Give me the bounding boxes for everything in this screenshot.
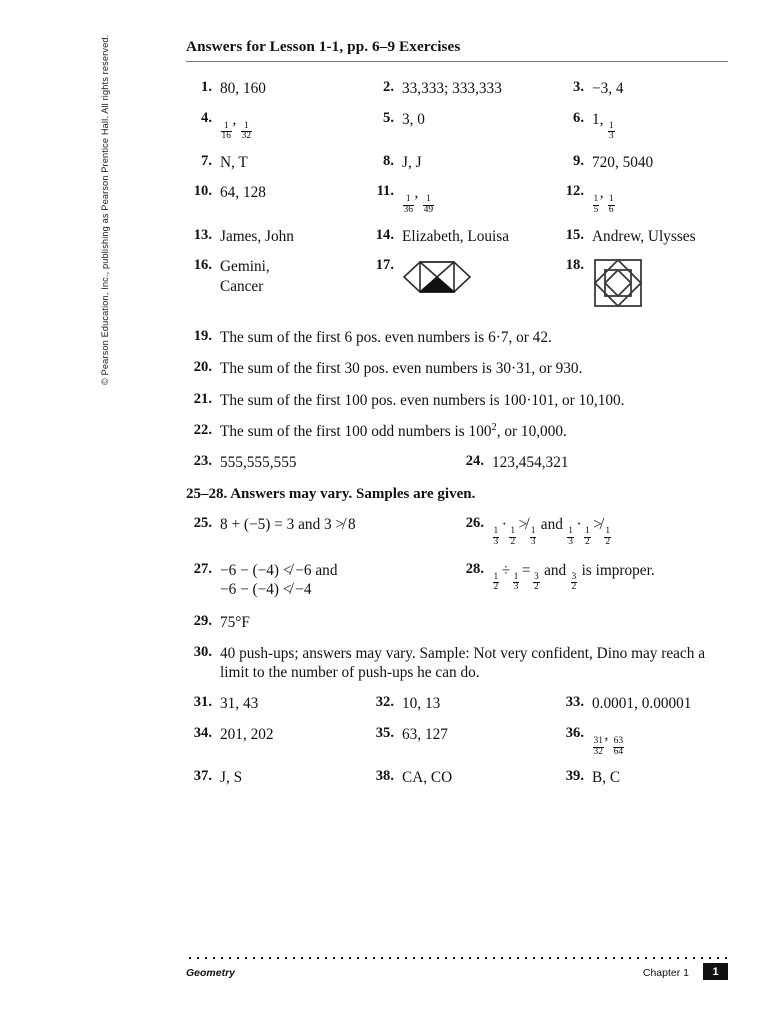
item-number: 34. <box>193 725 212 742</box>
answer-item-5 <box>368 110 558 142</box>
answer-item-22 <box>186 422 728 442</box>
item-answer: 555,555,555 <box>220 453 297 471</box>
footer-subject: Geometry <box>186 967 236 979</box>
item-number: 20. <box>193 359 212 376</box>
item-answer: The sum of the first 100 pos. even numbers is 100·101, or 10,100. <box>220 391 625 409</box>
item-answer: 64, 128 <box>220 184 266 202</box>
answer-item-39 <box>558 768 728 788</box>
item-answer: 63, 127 <box>402 726 448 744</box>
fraction <box>608 195 615 215</box>
item-answer: CA, CO <box>402 769 453 787</box>
answer-prefix: The sum of the first 100 odd numbers is 100 <box>220 422 492 440</box>
item-number: 21. <box>193 390 212 407</box>
item-number: 19. <box>193 328 212 345</box>
item-number: 3. <box>573 79 584 95</box>
numerator: 1 <box>425 194 431 205</box>
item-number: 11. <box>376 183 394 200</box>
fraction <box>593 195 600 215</box>
answer-item-28 <box>458 561 655 600</box>
denominator: 3 <box>608 131 614 142</box>
answer-row <box>186 183 728 215</box>
answer-item-21 <box>186 391 728 411</box>
fraction <box>513 573 520 593</box>
numerator: 1 <box>593 194 599 205</box>
numerator: 1 <box>405 194 411 205</box>
numerator: 1 <box>513 571 519 582</box>
item-number: 7. <box>201 152 212 169</box>
item-number: 13. <box>193 226 212 243</box>
separator: , <box>599 184 604 202</box>
denominator: 49 <box>423 205 434 216</box>
answer-item-23 <box>186 453 458 473</box>
multiply-operator: · <box>501 516 507 534</box>
denominator: 5 <box>593 205 599 216</box>
answer-item-24 <box>458 453 568 473</box>
item-answer: −3, 4 <box>592 80 624 97</box>
numerator: 1 <box>243 120 249 131</box>
item-answer: N, T <box>220 153 248 171</box>
answer-row <box>186 153 728 173</box>
answer-item-26 <box>458 515 612 547</box>
item-answer: The sum of the first 30 pos. even numbers is 30·31, or 930. <box>220 360 583 378</box>
answer-item-16 <box>186 257 368 314</box>
item-number: 6. <box>573 109 584 126</box>
hexagon-x-figure-icon <box>402 257 472 302</box>
item-number: 12. <box>565 183 584 200</box>
answer-row <box>186 79 728 99</box>
item-answer <box>402 183 435 215</box>
item-number: 28. <box>465 560 484 577</box>
item-number: 14. <box>375 226 394 243</box>
item-answer <box>220 422 720 442</box>
footer-chapter: Chapter 1 <box>642 967 689 979</box>
answer-item-35 <box>368 725 558 757</box>
answer-item-30 <box>186 644 728 683</box>
answer-item-10 <box>186 183 368 215</box>
answer-item-38 <box>368 768 558 788</box>
denominator: 2 <box>605 536 611 547</box>
item-number: 16. <box>193 257 212 274</box>
answer-item-20 <box>186 359 728 379</box>
fraction <box>423 195 434 215</box>
numerator: 1 <box>493 571 499 582</box>
item-number: 9. <box>573 152 584 169</box>
denominator: 2 <box>571 582 577 593</box>
separator: , <box>232 110 237 128</box>
denominator: 16 <box>221 131 231 142</box>
item-number: 23. <box>193 452 212 469</box>
answer-item-9 <box>558 153 728 173</box>
item-number: 10. <box>193 183 212 200</box>
denominator: 32 <box>593 746 603 757</box>
fraction <box>613 737 624 757</box>
item-number: 8. <box>383 152 394 169</box>
item-answer <box>492 515 612 547</box>
item-answer: 40 push-ups; answers may vary. Sample: Not very confident, Dino may reach a limit to the number of push-ups he can do. <box>220 644 705 682</box>
denominator: 3 <box>530 536 536 547</box>
item-number: 1. <box>201 79 212 95</box>
note-text: Answers may vary. Samples are given. <box>230 486 476 503</box>
item-number: 18. <box>565 257 584 274</box>
not-greater-than-symbol: ≯ <box>518 516 528 534</box>
denominator: 36 <box>403 205 413 216</box>
item-answer: 720, 5040 <box>592 153 654 171</box>
answer-item-11 <box>368 183 558 215</box>
footer-dotted-rule <box>186 955 728 959</box>
item-answer <box>592 110 615 142</box>
page-content <box>186 38 728 799</box>
numerator: 1 <box>585 526 590 537</box>
fraction <box>608 122 615 142</box>
item-number: 39. <box>565 768 584 785</box>
item-answer: 31, 43 <box>220 695 259 713</box>
denominator: 3 <box>493 536 499 547</box>
denominator: 32 <box>241 131 252 142</box>
numerator: 1 <box>608 194 614 205</box>
fraction <box>530 527 537 547</box>
fraction <box>403 195 414 215</box>
answer-item-27 <box>186 561 458 600</box>
item-number: 25. <box>193 515 212 532</box>
separator: , <box>604 726 609 744</box>
fraction <box>221 122 232 142</box>
item-number: 4. <box>201 109 212 126</box>
answer-item-1 <box>186 79 368 99</box>
answer-item-19 <box>186 328 728 348</box>
answer-line-2: −6 − (−4) ≮ −4 <box>220 581 312 599</box>
denominator: 2 <box>493 582 499 593</box>
answer-item-32 <box>368 694 558 714</box>
numerator: 1 <box>530 526 536 537</box>
numerator: 1 <box>608 120 614 131</box>
item-answer: 8 + (−5) = 3 and 3 ≯ 8 <box>220 516 356 534</box>
fraction <box>493 527 500 547</box>
denominator: 2 <box>585 536 590 547</box>
page-title: Answers for Lesson 1-1, pp. 6–9 Exercises <box>186 38 461 55</box>
item-number: 2. <box>383 79 394 95</box>
item-number: 31. <box>193 694 212 711</box>
fraction <box>241 122 252 142</box>
item-number: 5. <box>383 109 394 126</box>
item-answer <box>592 725 625 757</box>
denominator: 3 <box>513 582 519 593</box>
item-number: 22. <box>193 421 212 438</box>
answer-prefix: 1, <box>592 110 604 128</box>
fraction <box>567 527 574 547</box>
item-number: 27. <box>193 560 212 577</box>
answer-item-8 <box>368 153 558 173</box>
copyright-notice: © Pearson Education, Inc., publishing as Pearson Prentice Hall. All rights reserved. <box>100 34 110 385</box>
item-answer: 80, 160 <box>220 80 266 97</box>
item-answer <box>592 183 615 215</box>
numerator: 3 <box>534 571 539 582</box>
item-answer: Andrew, Ulysses <box>592 227 696 245</box>
answer-row <box>186 561 728 600</box>
fraction <box>533 573 540 593</box>
item-number: 37. <box>193 768 212 785</box>
answer-item-6 <box>558 110 728 142</box>
item-answer: 0.0001, 0.00001 <box>592 695 692 713</box>
answer-item-12 <box>558 183 728 215</box>
answer-row <box>186 694 728 714</box>
answer-suffix: , or 10,000. <box>496 422 567 440</box>
answer-item-34 <box>186 725 368 757</box>
item-answer: The sum of the first 6 pos. even numbers is 6·7, or 42. <box>220 329 552 347</box>
item-number: 33. <box>565 694 584 711</box>
answer-item-13 <box>186 227 368 247</box>
footer-row <box>186 966 728 980</box>
answer-item-25 <box>186 515 458 547</box>
conjunction: and <box>540 516 563 534</box>
fraction <box>584 527 591 547</box>
item-answer: J, S <box>220 769 243 787</box>
item-number: 17. <box>375 257 394 274</box>
answer-item-31 <box>186 694 368 714</box>
item-answer: Gemini, Cancer <box>220 258 270 295</box>
denominator: 2 <box>510 536 516 547</box>
nested-square-diamond-figure-icon <box>592 257 644 314</box>
answer-row <box>186 515 728 547</box>
numerator: 1 <box>493 526 499 537</box>
fraction <box>509 527 516 547</box>
item-number: 35. <box>375 725 394 742</box>
numerator: 1 <box>223 120 229 131</box>
answer-item-3 <box>558 79 728 99</box>
item-answer: 201, 202 <box>220 726 274 744</box>
numerator: 31 <box>593 736 603 746</box>
numerator: 1 <box>605 526 611 537</box>
item-answer <box>220 561 337 600</box>
item-answer: 3, 0 <box>402 110 425 128</box>
separator: , <box>414 184 419 202</box>
item-answer: 10, 13 <box>402 695 441 713</box>
header-divider <box>186 61 728 62</box>
answer-row <box>186 453 728 473</box>
item-number: 38. <box>375 768 394 785</box>
answer-item-14 <box>368 227 558 247</box>
answer-item-36 <box>558 725 728 757</box>
denominator: 64 <box>613 746 624 757</box>
range-label: 25–28. <box>186 486 228 503</box>
item-answer: B, C <box>592 769 621 787</box>
page-footer <box>186 955 728 980</box>
denominator: 3 <box>568 536 573 547</box>
denominator: 6 <box>608 205 614 216</box>
numerator: 63 <box>613 736 624 746</box>
item-answer: Elizabeth, Louisa <box>402 227 510 245</box>
item-number: 36. <box>565 725 584 742</box>
item-number: 30. <box>193 643 212 660</box>
answer-row <box>186 725 728 757</box>
item-answer <box>220 110 253 142</box>
equals-operator: = <box>521 561 531 579</box>
answer-row <box>186 110 728 142</box>
numerator: 1 <box>568 526 573 537</box>
denominator: 2 <box>534 582 539 593</box>
answer-row <box>186 768 728 788</box>
page-number-badge: 1 <box>703 963 728 980</box>
answer-item-18 <box>558 257 728 314</box>
answer-line-1: −6 − (−4) ≮ −6 and <box>220 561 338 579</box>
item-answer: James, John <box>220 227 294 245</box>
answer-row <box>186 257 728 314</box>
answer-item-37 <box>186 768 368 788</box>
numerator: 1 <box>510 526 516 537</box>
item-answer: 75°F <box>220 613 250 631</box>
answer-item-15 <box>558 227 728 247</box>
item-number: 32. <box>375 694 394 711</box>
not-greater-than-symbol: ≯ <box>593 516 602 534</box>
answer-item-29 <box>186 613 728 633</box>
answer-item-7 <box>186 153 368 173</box>
answers-vary-note <box>186 486 728 503</box>
answer-item-17 <box>368 257 558 314</box>
exponent: 2 <box>491 421 497 433</box>
item-answer: 123,454,321 <box>492 453 569 471</box>
answer-item-2 <box>368 79 558 99</box>
item-number: 29. <box>193 612 212 629</box>
conjunction: and <box>544 561 567 579</box>
item-answer: 33,333; 333,333 <box>402 80 502 97</box>
fraction <box>593 737 604 757</box>
numerator: 3 <box>571 571 577 582</box>
item-number: 15. <box>565 226 584 243</box>
fraction <box>571 573 578 593</box>
fraction <box>604 527 611 547</box>
item-answer: J, J <box>402 153 422 171</box>
answer-row <box>186 227 728 247</box>
item-answer <box>492 561 655 593</box>
answer-item-33 <box>558 694 728 714</box>
multiply-operator: · <box>576 516 582 534</box>
item-number: 26. <box>465 515 484 532</box>
answer-suffix: is improper. <box>581 561 655 579</box>
item-number: 24. <box>465 452 484 469</box>
divide-operator: ÷ <box>501 561 511 579</box>
answer-item-4 <box>186 110 368 142</box>
fraction <box>493 573 500 593</box>
